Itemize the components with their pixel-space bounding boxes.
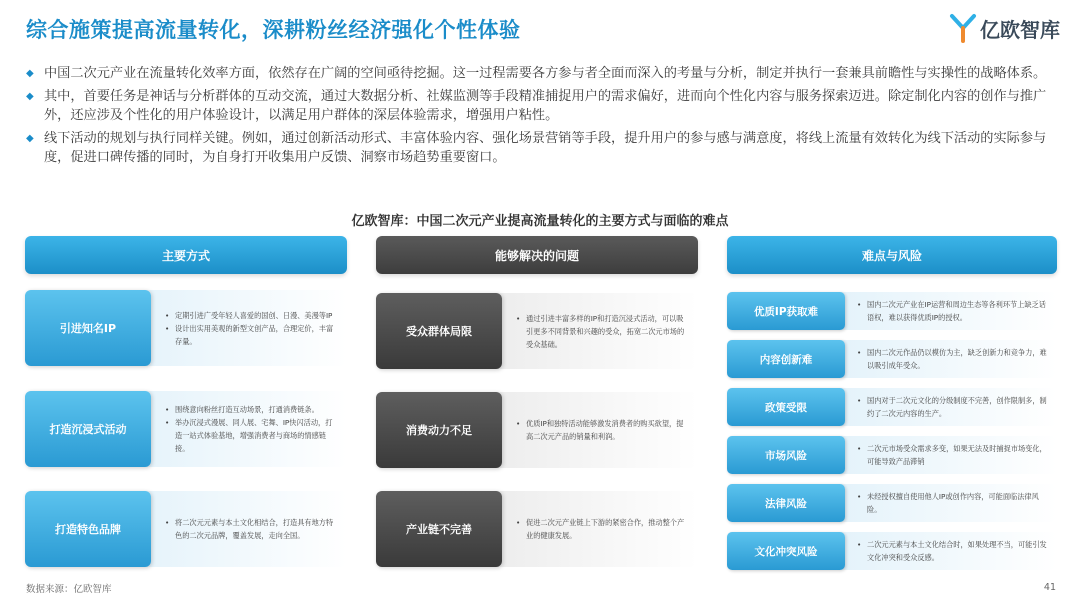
diamond-icon: ◆ bbox=[26, 133, 34, 144]
risk-label: 政策受限 bbox=[727, 388, 845, 426]
risk-text: • 国内二次元产业在IP运营和周边生态等各利环节上缺乏话语权，难以获得优质IP的授权。 bbox=[857, 298, 1049, 324]
logo bbox=[948, 12, 1060, 44]
method-label: 引进知名IP bbox=[25, 290, 151, 366]
problem-point: • 优质IP和独特活动能够激发消费者的购买欲望，提高二次元产品的销量和利润。 bbox=[516, 417, 690, 443]
risk-row bbox=[727, 292, 1057, 330]
risk-label: 文化冲突风险 bbox=[727, 532, 845, 570]
bullet-list bbox=[26, 64, 1056, 171]
risk-label: 优质IP获取难 bbox=[727, 292, 845, 330]
data-source: 数据来源：亿欧智库 bbox=[26, 584, 112, 595]
logo-icon bbox=[948, 12, 978, 44]
problem-point: • 促进二次元产业链上下游的紧密合作，推动整个产业的健康发展。 bbox=[516, 516, 690, 542]
problem-row bbox=[376, 293, 698, 369]
method-point: • 举办沉浸式漫展、同人展、宅舞、IP快闪活动，打造一站式体验基地，增强消费者与商场的情感链接。 bbox=[165, 416, 339, 455]
problem-label: 消费动力不足 bbox=[376, 392, 502, 468]
method-point: • 将二次元元素与本土文化相结合，打造具有地方特色的二次元品牌，覆盖发展，走向全国。 bbox=[165, 516, 339, 542]
figure-title: 亿欧智库：中国二次元产业提高流量转化的主要方式与面临的难点 bbox=[351, 214, 729, 229]
risk-row bbox=[727, 484, 1057, 522]
risk-label: 法律风险 bbox=[727, 484, 845, 522]
risk-text: • 国内对于二次元文化的分级制度不完善，创作限制多，制约了二次元内容的生产。 bbox=[857, 394, 1049, 420]
method-row bbox=[25, 491, 347, 567]
problem-point: • 通过引进丰富多样的IP和打造沉浸式活动，可以吸引更多不同背景和兴趣的受众，拓宽二次元市场的受众基础。 bbox=[516, 312, 690, 351]
method-label: 打造特色品牌 bbox=[25, 491, 151, 567]
problem-row bbox=[376, 392, 698, 468]
risk-row bbox=[727, 340, 1057, 378]
risk-text: • 二次元元素与本土文化结合时，如果处理不当，可能引发文化冲突和受众反感。 bbox=[857, 538, 1049, 564]
column-header-risks: 难点与风险 bbox=[727, 236, 1057, 274]
diamond-icon: ◆ bbox=[26, 68, 34, 79]
risk-text: • 未经授权擅自使用他人IP或创作内容，可能面临法律风险。 bbox=[857, 490, 1049, 516]
column-header-methods: 主要方式 bbox=[25, 236, 347, 274]
problem-label: 产业链不完善 bbox=[376, 491, 502, 567]
risk-label: 内容创新难 bbox=[727, 340, 845, 378]
risk-row bbox=[727, 532, 1057, 570]
problem-row bbox=[376, 491, 698, 567]
method-label: 打造沉浸式活动 bbox=[25, 391, 151, 467]
page-title: 综合施策提高流量转化，深耕粉丝经济强化个性体验 bbox=[26, 18, 521, 42]
diamond-icon: ◆ bbox=[26, 91, 34, 102]
bullet-item: ◆ 其中，首要任务是神话与分析群体的互动交流，通过大数据分析、社媒监测等手段精准捕捉用户的需求偏好，进而向个性化内容与服务探索迈进。除定制化内容的创作与推广外，还应涉及个性化的用户体验设计，以满足用户群体的深层体验需求，增强用户粘性。 bbox=[26, 89, 1047, 123]
method-row bbox=[25, 290, 347, 366]
method-point: • 设计出实用美观的新型文创产品，合理定价，丰富存量。 bbox=[165, 322, 339, 348]
method-point: • 定期引进广受年轻人喜爱的国创、日漫、美漫等IP bbox=[165, 309, 339, 322]
risk-row bbox=[727, 436, 1057, 474]
risk-text: • 国内二次元作品仍以模仿为主，缺乏创新力和竞争力，难以吸引成年受众。 bbox=[857, 346, 1049, 372]
bullet-item: ◆ 中国二次元产业在流量转化效率方面，依然存在广阔的空间亟待挖掘。这一过程需要各方参与者全面而深入的考量与分析，制定并执行一套兼具前瞻性与实操性的战略体系。 bbox=[26, 66, 1047, 81]
risk-row bbox=[727, 388, 1057, 426]
bullet-item: ◆ 线下活动的规划与执行同样关键。例如，通过创新活动形式、丰富体验内容、强化场景营销等手段，提升用户的参与感与满意度，将线上流量有效转化为线下活动的实际参与度，促进口碑传播的同时，为自身打开收集用户反馈、洞察市场趋势重要窗口。 bbox=[26, 131, 1047, 165]
method-point: • 围绕意向粉丝打造互动场景，打通消费链条。 bbox=[165, 403, 339, 416]
column-header-problems: 能够解决的问题 bbox=[376, 236, 698, 274]
logo-text: 亿欧智库 bbox=[980, 17, 1060, 42]
page-number: 41 bbox=[1043, 582, 1056, 593]
method-row bbox=[25, 391, 347, 467]
risk-text: • 二次元市场受众需求多变，如果无法及时捕捉市场变化，可能导致产品滞销 bbox=[857, 442, 1049, 468]
problem-label: 受众群体局限 bbox=[376, 293, 502, 369]
risk-label: 市场风险 bbox=[727, 436, 845, 474]
